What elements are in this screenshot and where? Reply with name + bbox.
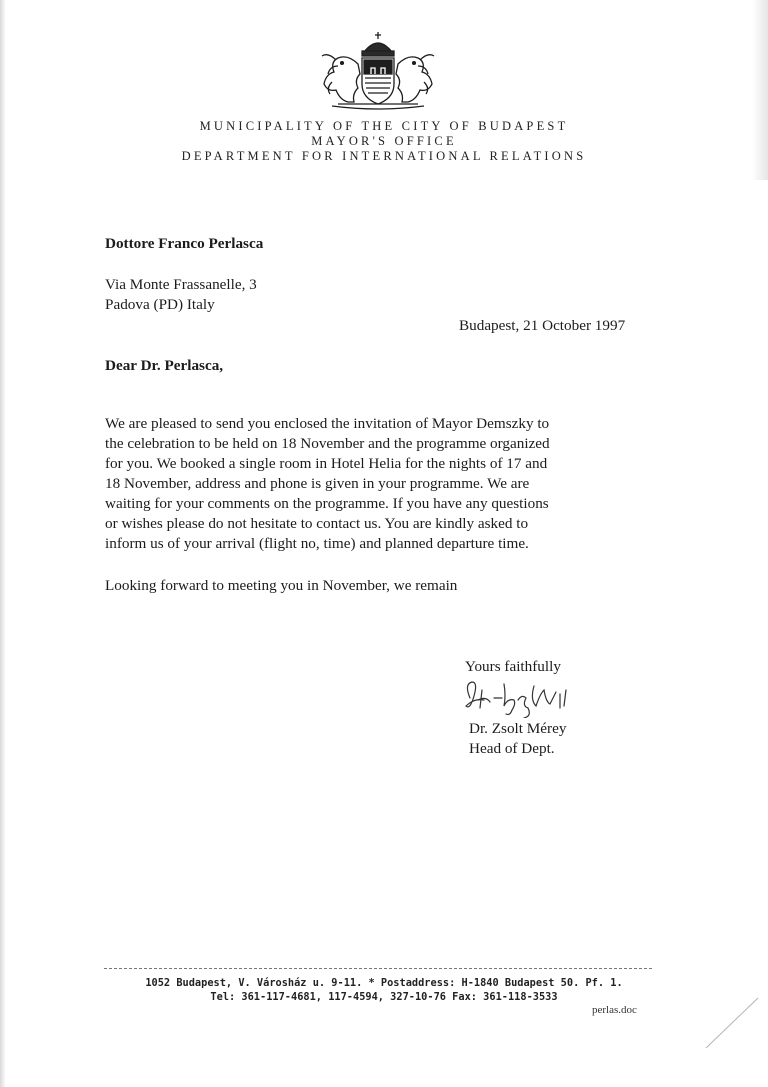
coat-of-arms-icon: [318, 30, 438, 112]
letterhead-line-municipality: MUNICIPALITY OF THE CITY OF BUDAPEST: [199, 119, 569, 133]
footer-divider: [104, 968, 652, 969]
body-line: waiting for your comments on the programme. If you have any questions: [105, 495, 549, 512]
salutation: Dear Dr. Perlasca,: [105, 357, 224, 374]
scan-artifact-line: [700, 996, 760, 1052]
signer-title: Head of Dept.: [469, 740, 555, 757]
body-line: We are pleased to send you enclosed the invitation of Mayor Demszky to: [105, 415, 550, 432]
closing-phrase: Yours faithfully: [465, 658, 561, 675]
recipient-address-line1: Via Monte Frassanelle, 3: [105, 276, 257, 293]
letter-date: Budapest, 21 October 1997: [459, 317, 626, 334]
file-reference: perlas.doc: [592, 1004, 637, 1016]
handwritten-signature-icon: [460, 676, 580, 718]
footer-contact: Tel: 361-117-4681, 117-4594, 327-10-76 Fax: 361-118-3533: [210, 991, 558, 1003]
body-line: the celebration to be held on 18 November and the programme organized: [105, 435, 550, 452]
body-line: 18 November, address and phone is given in your programme. We are: [105, 475, 530, 492]
signer-name: Dr. Zsolt Mérey: [469, 720, 567, 737]
closing-paragraph: Looking forward to meeting you in November, we remain: [105, 577, 458, 594]
recipient-address-line2: Padova (PD) Italy: [105, 296, 215, 313]
letterhead-line-office: MAYOR'S OFFICE: [311, 134, 457, 148]
recipient-name: Dottore Franco Perlasca: [105, 235, 264, 252]
letterhead-line-department: DEPARTMENT FOR INTERNATIONAL RELATIONS: [181, 149, 587, 163]
body-line: or wishes please do not hesitate to contact us. You are kindly asked to: [105, 515, 529, 532]
body-line: for you. We booked a single room in Hotel Helia for the nights of 17 and: [105, 455, 548, 472]
footer-address: 1052 Budapest, V. Városház u. 9-11. * Postaddress: H-1840 Budapest 50. Pf. 1.: [145, 977, 623, 989]
body-line: inform us of your arrival (flight no, time) and planned departure time.: [105, 535, 529, 552]
